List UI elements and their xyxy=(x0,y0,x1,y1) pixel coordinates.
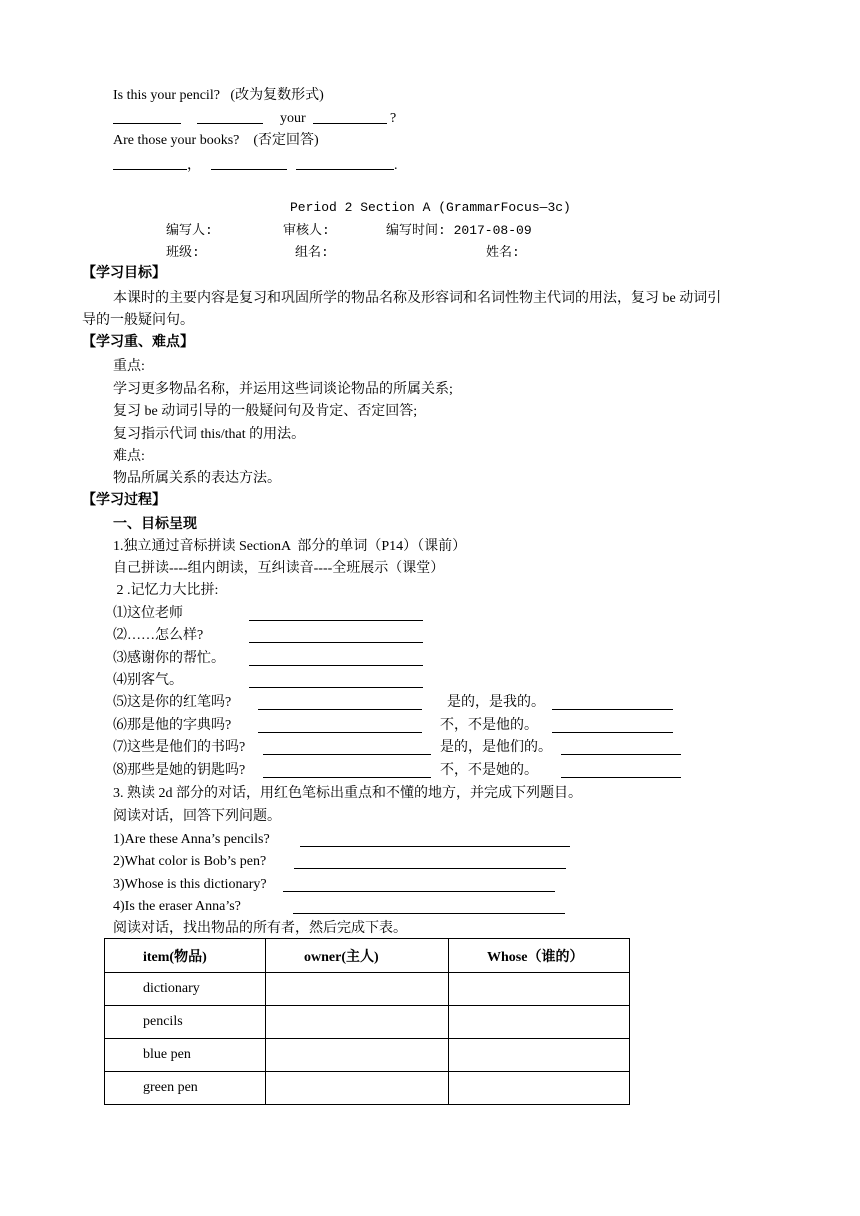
answer-blank[interactable] xyxy=(113,109,181,124)
ownership-table xyxy=(104,938,630,1105)
owner-cell[interactable] xyxy=(266,1072,449,1105)
answer-blank[interactable] xyxy=(258,718,422,733)
question-2: 2)What color is Bob’s pen? xyxy=(113,854,267,869)
key-point-2: 复习 be 动词引导的一般疑问句及肯定、否定回答; xyxy=(113,404,418,419)
read-instruction-2: 阅读对话，找出物品的所有者，然后完成下表。 xyxy=(113,921,407,936)
memory-item: ⑸这是你的红笔吗? xyxy=(113,695,232,710)
item-cell: dictionary xyxy=(105,973,266,1006)
answer-blank[interactable] xyxy=(249,628,423,643)
section-heading-key-points: 【学习重、难点】 xyxy=(82,335,194,350)
answer-blank[interactable] xyxy=(249,673,423,688)
whose-cell[interactable] xyxy=(449,1039,630,1072)
answer-blank[interactable] xyxy=(561,763,681,778)
exercise-period: . xyxy=(394,158,398,173)
column-header-whose: Whose（谁的） xyxy=(449,939,630,973)
answer-blank[interactable] xyxy=(263,763,431,778)
answer-blank[interactable] xyxy=(283,877,555,892)
memory-item: ⑻那些是她的钥匙吗? xyxy=(113,763,246,778)
owner-cell[interactable] xyxy=(266,973,449,1006)
section-heading-process: 【学习过程】 xyxy=(82,493,166,508)
answer-blank[interactable] xyxy=(296,155,394,170)
memory-item: ⑹那是他的字典吗? xyxy=(113,718,232,733)
answer-blank[interactable] xyxy=(211,155,287,170)
class-label: 班级: xyxy=(166,245,200,260)
writer-label: 编写人: xyxy=(166,223,213,238)
owner-cell[interactable] xyxy=(266,1039,449,1072)
subheading-goal-presentation: 一、目标呈现 xyxy=(113,517,197,532)
key-label: 重点: xyxy=(113,359,145,374)
answer-blank[interactable] xyxy=(313,109,387,124)
step-3: 3. 熟读 2d 部分的对话，用红色笔标出重点和不懂的地方，并完成下列题目。 xyxy=(113,786,582,801)
goals-text-line2: 导的一般疑问句。 xyxy=(82,313,194,328)
memory-item-answer: 不，不是她的。 xyxy=(440,763,538,778)
table-row xyxy=(105,1006,630,1039)
table-row xyxy=(105,1039,630,1072)
memory-item-answer: 是的，是我的。 xyxy=(447,695,545,710)
answer-blank[interactable] xyxy=(294,854,566,869)
name-label: 姓名: xyxy=(486,245,520,260)
memory-item: ⑷别客气。 xyxy=(113,673,183,688)
step-1-detail: 自己拼读----组内朗读，互纠读音----全班展示（课堂） xyxy=(113,561,445,576)
read-instruction-1: 阅读对话，回答下列问题。 xyxy=(113,809,281,824)
answer-blank[interactable] xyxy=(300,832,570,847)
memory-item-answer: 不，不是他的。 xyxy=(440,718,538,733)
goals-text-line1: 本课时的主要内容是复习和巩固所学的物品名称及形容词和名词性物主代词的用法，复习 be 动词引 xyxy=(113,291,722,306)
item-cell: green pen xyxy=(105,1072,266,1105)
exercise-negative-question: Are those your books? (否定回答) xyxy=(113,133,319,148)
memory-item: ⑴这位老师 xyxy=(113,606,183,621)
answer-blank[interactable] xyxy=(197,109,263,124)
item-cell: blue pen xyxy=(105,1039,266,1072)
question-3: 3)Whose is this dictionary? xyxy=(113,877,267,892)
table-row xyxy=(105,973,630,1006)
answer-blank[interactable] xyxy=(258,695,422,710)
exercise-comma: ， xyxy=(187,158,201,173)
column-header-item: item(物品) xyxy=(105,939,266,973)
memory-item-answer: 是的，是他们的。 xyxy=(440,740,552,755)
hard-point-1: 物品所属关系的表达方法。 xyxy=(113,471,281,486)
exercise-plural-question: Is this your pencil? (改为复数形式) xyxy=(113,88,324,103)
lesson-title: Period 2 Section A (GrammarFocus—3c) xyxy=(290,200,571,215)
answer-blank[interactable] xyxy=(561,740,681,755)
hard-label: 难点: xyxy=(113,449,145,464)
key-point-3: 复习指示代词 this/that 的用法。 xyxy=(113,427,306,442)
exercise-your-word: your xyxy=(280,111,306,126)
question-1: 1)Are these Anna’s pencils? xyxy=(113,832,270,847)
key-point-1: 学习更多物品名称，并运用这些词谈论物品的所属关系; xyxy=(113,382,453,397)
exercise-question-mark: ? xyxy=(390,111,397,126)
whose-cell[interactable] xyxy=(449,1072,630,1105)
whose-cell[interactable] xyxy=(449,973,630,1006)
answer-blank[interactable] xyxy=(293,899,565,914)
column-header-owner: owner(主人) xyxy=(266,939,449,973)
step-2: 2 .记忆力大比拼: xyxy=(113,583,219,598)
group-label: 组名: xyxy=(295,245,329,260)
memory-item: ⑵……怎么样? xyxy=(113,628,204,643)
memory-item: ⑺这些是他们的书吗? xyxy=(113,740,246,755)
answer-blank[interactable] xyxy=(249,651,423,666)
question-4: 4)Is the eraser Anna’s? xyxy=(113,899,241,914)
step-1: 1.独立通过音标拼读 SectionA 部分的单词（P14）（课前） xyxy=(113,539,467,554)
answer-blank[interactable] xyxy=(552,718,673,733)
answer-blank[interactable] xyxy=(263,740,431,755)
memory-item: ⑶感谢你的帮忙。 xyxy=(113,651,225,666)
answer-blank[interactable] xyxy=(552,695,673,710)
section-heading-goals: 【学习目标】 xyxy=(82,266,166,281)
table-header-row xyxy=(105,939,630,973)
item-cell: pencils xyxy=(105,1006,266,1039)
date-label: 编写时间: 2017-08-09 xyxy=(386,223,532,238)
owner-cell[interactable] xyxy=(266,1006,449,1039)
table-row xyxy=(105,1072,630,1105)
whose-cell[interactable] xyxy=(449,1006,630,1039)
answer-blank[interactable] xyxy=(249,606,423,621)
answer-blank[interactable] xyxy=(113,155,187,170)
reviewer-label: 审核人: xyxy=(283,223,330,238)
